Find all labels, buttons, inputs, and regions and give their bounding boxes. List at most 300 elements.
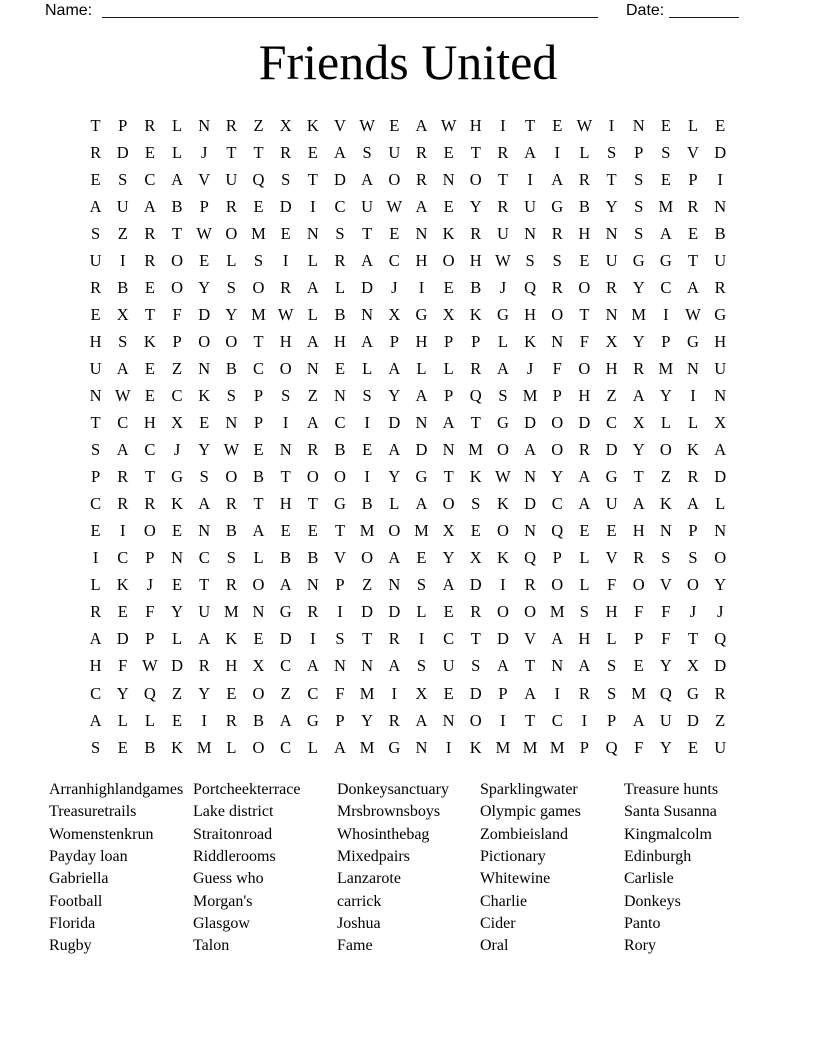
grid-cell-r12-c10: C [334, 413, 346, 433]
grid-cell-r8-c20: N [605, 304, 618, 324]
grid-cell-r2-c15: T [470, 142, 481, 162]
grid-cell-r8-c12: X [388, 304, 401, 324]
grid-cell-r19-c23: J [689, 602, 697, 622]
grid-cell-r6-c20: U [605, 250, 618, 270]
grid-cell-r6-c2: I [119, 250, 126, 270]
grid-cell-r16-c20: E [606, 521, 617, 541]
grid-cell-r9-c5: O [198, 331, 211, 351]
grid-cell-r5-c2: Z [117, 223, 128, 243]
word-item: Womenstenkrun [49, 825, 154, 843]
grid-cell-r12-c23: L [687, 413, 699, 433]
grid-cell-r1-c13: A [415, 115, 428, 135]
grid-cell-r12-c24: X [714, 413, 727, 433]
grid-cell-r14-c15: K [469, 467, 482, 487]
grid-cell-r2-c1: R [90, 142, 102, 162]
grid-cell-r11-c22: Y [659, 385, 672, 405]
grid-cell-r13-c19: R [578, 440, 590, 460]
grid-cell-r11-c11: S [362, 385, 372, 405]
grid-cell-r14-c16: W [495, 467, 511, 487]
letter-grid [82, 112, 734, 761]
grid-cell-r19-c1: R [90, 602, 102, 622]
grid-cell-r13-c20: D [605, 440, 618, 460]
word-item: Rory [624, 937, 656, 955]
grid-cell-r1-c4: L [172, 115, 183, 135]
grid-cell-r6-c22: G [659, 250, 672, 270]
word-item: Treasure hunts [624, 781, 719, 798]
grid-cell-r22-c15: D [469, 683, 482, 703]
grid-cell-r19-c13: L [416, 602, 427, 622]
grid-cell-r9-c8: H [279, 331, 292, 351]
grid-cell-r12-c14: A [442, 413, 455, 433]
grid-cell-r6-c9: L [307, 250, 318, 270]
grid-cell-r21-c8: C [280, 656, 292, 676]
grid-cell-r9-c1: H [89, 331, 102, 351]
grid-cell-r20-c18: A [551, 629, 564, 649]
grid-cell-r9-c13: H [415, 331, 428, 351]
grid-cell-r24-c2: E [117, 737, 128, 757]
grid-cell-r24-c17: M [522, 737, 538, 757]
grid-cell-r23-c1: A [89, 710, 102, 730]
grid-cell-r17-c20: V [605, 548, 618, 568]
grid-cell-r9-c20: X [605, 331, 618, 351]
grid-cell-r17-c9: B [307, 548, 319, 568]
grid-cell-r15-c10: G [334, 494, 346, 514]
grid-cell-r23-c3: L [144, 710, 155, 730]
grid-cell-r5-c5: W [196, 223, 212, 243]
grid-cell-r13-c8: N [279, 440, 292, 460]
grid-cell-r24-c24: U [714, 737, 727, 757]
grid-cell-r15-c9: T [307, 494, 318, 514]
grid-cell-r9-c12: P [389, 331, 399, 351]
grid-cell-r22-c22: Q [659, 683, 672, 703]
grid-cell-r16-c9: E [307, 521, 318, 541]
word-item: Glasgow [193, 915, 250, 933]
grid-cell-r4-c11: U [361, 196, 374, 216]
grid-cell-r5-c3: R [144, 223, 156, 243]
grid-cell-r24-c23: E [687, 737, 699, 757]
grid-cell-r22-c6: E [226, 683, 237, 703]
grid-cell-r13-c24: A [714, 440, 727, 460]
grid-cell-r13-c14: N [442, 440, 455, 460]
grid-cell-r10-c4: Z [172, 358, 183, 378]
grid-cell-r10-c2: A [116, 358, 129, 378]
grid-cell-r13-c21: Y [632, 440, 645, 460]
grid-cell-r14-c21: T [633, 467, 644, 487]
grid-cell-r21-c11: N [361, 656, 374, 676]
grid-cell-r20-c19: H [578, 629, 591, 649]
puzzle-title: Friends United [258, 34, 558, 90]
word-list-column-3 [337, 779, 449, 958]
grid-cell-r9-c2: S [118, 331, 128, 351]
grid-cell-r19-c17: O [524, 602, 537, 622]
grid-cell-r4-c10: C [334, 196, 346, 216]
grid-cell-r8-c9: L [307, 304, 318, 324]
grid-cell-r20-c16: D [496, 629, 509, 649]
grid-cell-r8-c22: I [663, 304, 669, 324]
grid-cell-r24-c18: M [549, 737, 565, 757]
grid-cell-r8-c13: G [415, 304, 428, 324]
grid-cell-r21-c7: X [252, 656, 265, 676]
grid-cell-r20-c4: L [172, 629, 183, 649]
grid-cell-r4-c24: N [714, 196, 727, 216]
grid-cell-r17-c22: S [661, 548, 671, 568]
grid-cell-r17-c21: R [633, 548, 645, 568]
grid-cell-r7-c12: J [391, 277, 398, 297]
grid-cell-r23-c7: B [253, 710, 265, 730]
grid-cell-r4-c15: Y [469, 196, 482, 216]
grid-cell-r9-c9: A [306, 331, 319, 351]
grid-cell-r21-c21: E [633, 656, 644, 676]
grid-cell-r2-c16: R [497, 142, 509, 162]
grid-cell-r22-c13: X [415, 683, 428, 703]
grid-cell-r2-c5: J [200, 142, 208, 162]
grid-cell-r6-c11: A [361, 250, 374, 270]
grid-cell-r12-c6: N [225, 413, 238, 433]
grid-cell-r10-c15: R [470, 358, 482, 378]
grid-cell-r12-c2: C [117, 413, 129, 433]
grid-cell-r19-c18: M [549, 602, 565, 622]
word-item: Lake district [193, 803, 274, 821]
grid-cell-r22-c9: C [307, 683, 319, 703]
grid-cell-r24-c8: C [280, 737, 292, 757]
word-list-column-4 [480, 779, 581, 958]
grid-cell-r15-c2: R [117, 494, 129, 514]
grid-cell-r6-c24: U [714, 250, 727, 270]
grid-cell-r6-c1: U [89, 250, 102, 270]
grid-cell-r22-c1: C [90, 683, 102, 703]
grid-cell-r15-c17: D [524, 494, 537, 514]
grid-cell-r11-c16: S [498, 385, 508, 405]
grid-cell-r14-c12: Y [388, 467, 401, 487]
grid-cell-r5-c20: N [605, 223, 618, 243]
grid-cell-r3-c18: A [551, 169, 564, 189]
grid-cell-r2-c4: L [172, 142, 183, 162]
grid-cell-r13-c22: O [659, 440, 672, 460]
grid-cell-r11-c9: Z [307, 385, 318, 405]
grid-cell-r6-c10: R [334, 250, 346, 270]
grid-cell-r21-c22: Y [659, 656, 672, 676]
word-item: Talon [193, 937, 230, 955]
grid-cell-r24-c22: Y [659, 737, 672, 757]
grid-cell-r10-c8: O [279, 358, 292, 378]
grid-cell-r20-c14: C [443, 629, 455, 649]
word-item: Sparklingwater [480, 781, 578, 798]
grid-cell-r1-c17: T [525, 115, 536, 135]
grid-cell-r16-c4: E [172, 521, 183, 541]
grid-cell-r15-c19: A [578, 494, 591, 514]
grid-cell-r12-c12: D [388, 413, 401, 433]
grid-cell-r18-c7: O [252, 575, 265, 595]
grid-cell-r18-c12: N [388, 575, 401, 595]
grid-cell-r3-c20: T [606, 169, 617, 189]
grid-cell-r17-c8: B [280, 548, 292, 568]
grid-cell-r8-c8: W [277, 304, 294, 324]
grid-cell-r18-c1: L [90, 575, 101, 595]
grid-cell-r3-c5: V [198, 169, 211, 189]
grid-cell-r16-c13: M [414, 521, 429, 541]
grid-cell-r5-c7: M [251, 223, 266, 243]
grid-cell-r3-c13: R [415, 169, 427, 189]
grid-cell-r19-c5: U [198, 602, 211, 622]
grid-cell-r7-c7: O [252, 277, 265, 297]
word-item: Fame [337, 937, 373, 955]
grid-cell-r12-c18: O [551, 413, 564, 433]
grid-cell-r8-c1: E [90, 304, 101, 324]
grid-cell-r16-c14: X [442, 521, 455, 541]
grid-cell-r5-c6: O [225, 223, 238, 243]
grid-cell-r24-c20: Q [605, 737, 618, 757]
word-item: Whitewine [480, 870, 551, 888]
grid-cell-r5-c24: B [714, 223, 726, 243]
grid-cell-r24-c5: M [196, 737, 212, 757]
grid-cell-r3-c2: S [118, 169, 128, 189]
grid-cell-r17-c2: C [117, 548, 129, 568]
grid-cell-r24-c21: F [634, 737, 644, 757]
grid-cell-r5-c16: U [496, 223, 509, 243]
grid-cell-r19-c24: J [716, 602, 724, 622]
grid-cell-r8-c16: G [496, 304, 509, 324]
grid-cell-r19-c10: I [337, 602, 343, 622]
grid-cell-r14-c13: G [415, 467, 428, 487]
grid-cell-r10-c14: L [443, 358, 454, 378]
grid-cell-r21-c23: X [687, 656, 699, 676]
grid-cell-r1-c12: E [389, 115, 400, 135]
grid-cell-r2-c11: S [362, 142, 372, 162]
grid-cell-r3-c24: I [717, 169, 723, 189]
grid-cell-r21-c5: R [198, 656, 210, 676]
grid-cell-r11-c5: K [198, 385, 211, 405]
grid-cell-r10-c19: O [578, 358, 591, 378]
word-list-column-1 [49, 779, 183, 958]
grid-cell-r19-c20: H [605, 602, 618, 622]
grid-cell-r19-c2: E [117, 602, 128, 622]
grid-cell-r12-c1: T [90, 413, 101, 433]
grid-cell-r22-c19: R [578, 683, 590, 703]
grid-cell-r20-c6: K [225, 629, 238, 649]
grid-cell-r10-c17: J [526, 358, 534, 378]
grid-cell-r16-c18: Q [551, 521, 564, 541]
grid-cell-r4-c20: Y [605, 196, 618, 216]
grid-cell-r13-c6: W [223, 440, 240, 460]
grid-cell-r16-c16: O [496, 521, 509, 541]
grid-cell-r23-c13: A [415, 710, 428, 730]
grid-cell-r5-c11: T [362, 223, 373, 243]
grid-cell-r10-c6: B [225, 358, 237, 378]
grid-cell-r21-c10: N [334, 656, 346, 676]
grid-cell-r13-c18: O [551, 440, 564, 460]
grid-cell-r23-c21: A [632, 710, 645, 730]
grid-cell-r24-c12: G [388, 737, 401, 757]
grid-cell-r22-c11: M [359, 683, 375, 703]
grid-cell-r23-c2: L [117, 710, 128, 730]
grid-cell-r17-c15: X [469, 548, 482, 568]
grid-cell-r22-c24: R [714, 683, 726, 703]
grid-cell-r15-c16: K [496, 494, 509, 514]
grid-cell-r16-c23: P [688, 521, 698, 541]
grid-cell-r12-c20: C [606, 413, 618, 433]
grid-cell-r4-c19: B [578, 196, 590, 216]
grid-cell-r21-c14: U [442, 656, 455, 676]
grid-cell-r22-c16: P [498, 683, 508, 703]
grid-cell-r22-c7: O [252, 683, 265, 703]
word-item: Portcheekterrace [193, 781, 301, 798]
word-item: Donkeysanctuary [337, 781, 449, 798]
grid-cell-r9-c24: H [714, 331, 727, 351]
grid-cell-r22-c20: S [606, 683, 617, 703]
grid-cell-r17-c10: V [334, 548, 346, 568]
grid-cell-r12-c17: D [524, 413, 537, 433]
word-list-column-2 [193, 779, 300, 958]
grid-cell-r18-c6: R [225, 575, 237, 595]
grid-cell-r16-c11: M [359, 521, 375, 541]
grid-cell-r7-c19: O [578, 277, 591, 297]
grid-cell-r10-c9: N [306, 358, 319, 378]
grid-cell-r7-c13: I [418, 277, 425, 297]
grid-cell-r1-c14: W [440, 115, 457, 135]
grid-cell-r20-c9: I [310, 629, 316, 649]
grid-cell-r21-c18: N [551, 656, 564, 676]
word-item: Olympic games [480, 803, 581, 821]
grid-cell-r23-c12: R [388, 710, 400, 730]
grid-cell-r4-c7: E [253, 196, 264, 216]
grid-cell-r14-c9: O [306, 467, 319, 487]
grid-cell-r7-c8: R [280, 277, 292, 297]
grid-cell-r17-c18: P [552, 548, 562, 568]
grid-cell-r20-c1: A [89, 629, 102, 649]
grid-cell-r1-c16: I [500, 115, 506, 135]
grid-cell-r8-c14: X [442, 304, 455, 324]
grid-cell-r10-c16: A [496, 358, 509, 378]
grid-cell-r7-c21: Y [632, 277, 645, 297]
grid-cell-r23-c14: N [442, 710, 455, 730]
grid-cell-r15-c7: T [253, 494, 264, 514]
grid-cell-r1-c20: I [608, 115, 615, 135]
grid-cell-r18-c5: T [199, 575, 210, 595]
grid-cell-r23-c10: P [335, 710, 345, 730]
grid-cell-r4-c18: G [551, 196, 564, 216]
grid-cell-r9-c6: O [225, 331, 238, 351]
grid-cell-r4-c2: U [116, 196, 129, 216]
grid-cell-r18-c14: A [442, 575, 455, 595]
grid-cell-r21-c12: A [388, 656, 401, 676]
grid-cell-r16-c2: I [119, 521, 126, 541]
grid-cell-r9-c15: P [471, 331, 481, 351]
grid-cell-r14-c1: P [90, 467, 101, 487]
grid-cell-r19-c3: F [145, 602, 155, 622]
grid-cell-r20-c3: P [145, 629, 155, 649]
grid-cell-r7-c24: R [714, 277, 726, 297]
grid-cell-r22-c12: I [391, 683, 398, 703]
grid-cell-r21-c13: S [416, 656, 427, 676]
grid-cell-r13-c11: E [362, 440, 373, 460]
grid-cell-r2-c20: S [606, 142, 617, 162]
grid-cell-r7-c18: R [551, 277, 563, 297]
grid-cell-r24-c6: L [226, 737, 237, 757]
grid-cell-r9-c21: Y [632, 331, 645, 351]
grid-cell-r21-c20: S [606, 656, 617, 676]
grid-cell-r10-c12: A [388, 358, 401, 378]
grid-cell-r21-c24: D [714, 656, 727, 676]
grid-cell-r2-c21: P [634, 142, 644, 162]
word-item: Lanzarote [337, 870, 401, 888]
grid-cell-r10-c18: F [552, 358, 562, 378]
grid-cell-r24-c7: O [252, 737, 265, 757]
grid-cell-r1-c1: T [90, 115, 101, 135]
grid-cell-r16-c10: T [334, 521, 346, 541]
grid-cell-r3-c8: S [281, 169, 291, 189]
grid-cell-r10-c10: E [334, 358, 346, 378]
grid-cell-r19-c4: Y [171, 602, 183, 622]
grid-cell-r8-c7: M [251, 304, 266, 324]
date-label: Date: [626, 2, 665, 19]
grid-cell-r11-c21: A [632, 385, 645, 405]
grid-cell-r22-c4: Z [172, 683, 183, 703]
grid-cell-r23-c24: Z [715, 710, 726, 730]
grid-cell-r22-c8: Z [280, 683, 291, 703]
grid-cell-r13-c4: J [173, 440, 181, 460]
grid-cell-r14-c4: G [171, 467, 183, 487]
grid-cell-r20-c17: V [524, 629, 537, 649]
grid-cell-r14-c23: R [687, 467, 699, 487]
grid-cell-r10-c24: U [714, 358, 727, 378]
grid-cell-r15-c5: A [198, 494, 211, 514]
grid-cell-r16-c17: N [524, 521, 537, 541]
grid-cell-r20-c22: F [661, 629, 671, 649]
grid-cell-r13-c2: A [116, 440, 129, 460]
grid-cell-r5-c9: N [306, 223, 319, 243]
grid-cell-r6-c6: L [226, 250, 237, 270]
grid-cell-r3-c17: I [527, 169, 533, 189]
grid-cell-r10-c5: N [198, 358, 211, 378]
grid-cell-r1-c2: P [118, 115, 128, 135]
grid-cell-r18-c20: F [606, 575, 617, 595]
grid-cell-r15-c21: A [632, 494, 645, 514]
grid-cell-r18-c15: D [469, 575, 482, 595]
word-item: Payday loan [49, 848, 128, 866]
grid-cell-r3-c23: P [688, 169, 698, 189]
word-item: Football [49, 892, 103, 910]
grid-cell-r12-c11: I [364, 413, 370, 433]
grid-cell-r8-c17: H [524, 304, 537, 324]
word-item: Guess who [193, 870, 264, 888]
grid-cell-r8-c15: K [469, 304, 482, 324]
word-item: Arranhighlandgames [49, 781, 184, 798]
grid-cell-r2-c2: D [116, 142, 129, 162]
grid-cell-r9-c14: P [444, 331, 454, 351]
grid-cell-r15-c6: R [225, 494, 237, 514]
word-item: Pictionary [480, 848, 546, 866]
grid-cell-r22-c14: E [443, 683, 454, 703]
grid-cell-r17-c17: Q [524, 548, 537, 568]
grid-cell-r9-c22: P [661, 331, 671, 351]
grid-cell-r1-c18: E [552, 115, 563, 135]
grid-cell-r21-c3: W [142, 656, 158, 676]
grid-cell-r16-c19: E [579, 521, 590, 541]
grid-cell-r11-c8: S [281, 385, 291, 405]
grid-cell-r13-c23: K [687, 440, 699, 460]
grid-cell-r3-c16: T [497, 169, 508, 189]
grid-cell-r21-c9: A [306, 656, 319, 676]
grid-cell-r9-c17: K [524, 331, 537, 351]
grid-cell-r24-c16: M [495, 737, 511, 757]
grid-cell-r5-c17: N [524, 223, 537, 243]
word-item: Mixedpairs [337, 848, 410, 866]
grid-cell-r23-c17: T [525, 710, 536, 730]
grid-cell-r16-c22: N [659, 521, 672, 541]
grid-cell-r22-c5: Y [198, 683, 211, 703]
grid-cell-r23-c15: O [469, 710, 482, 730]
grid-cell-r3-c19: R [578, 169, 590, 189]
